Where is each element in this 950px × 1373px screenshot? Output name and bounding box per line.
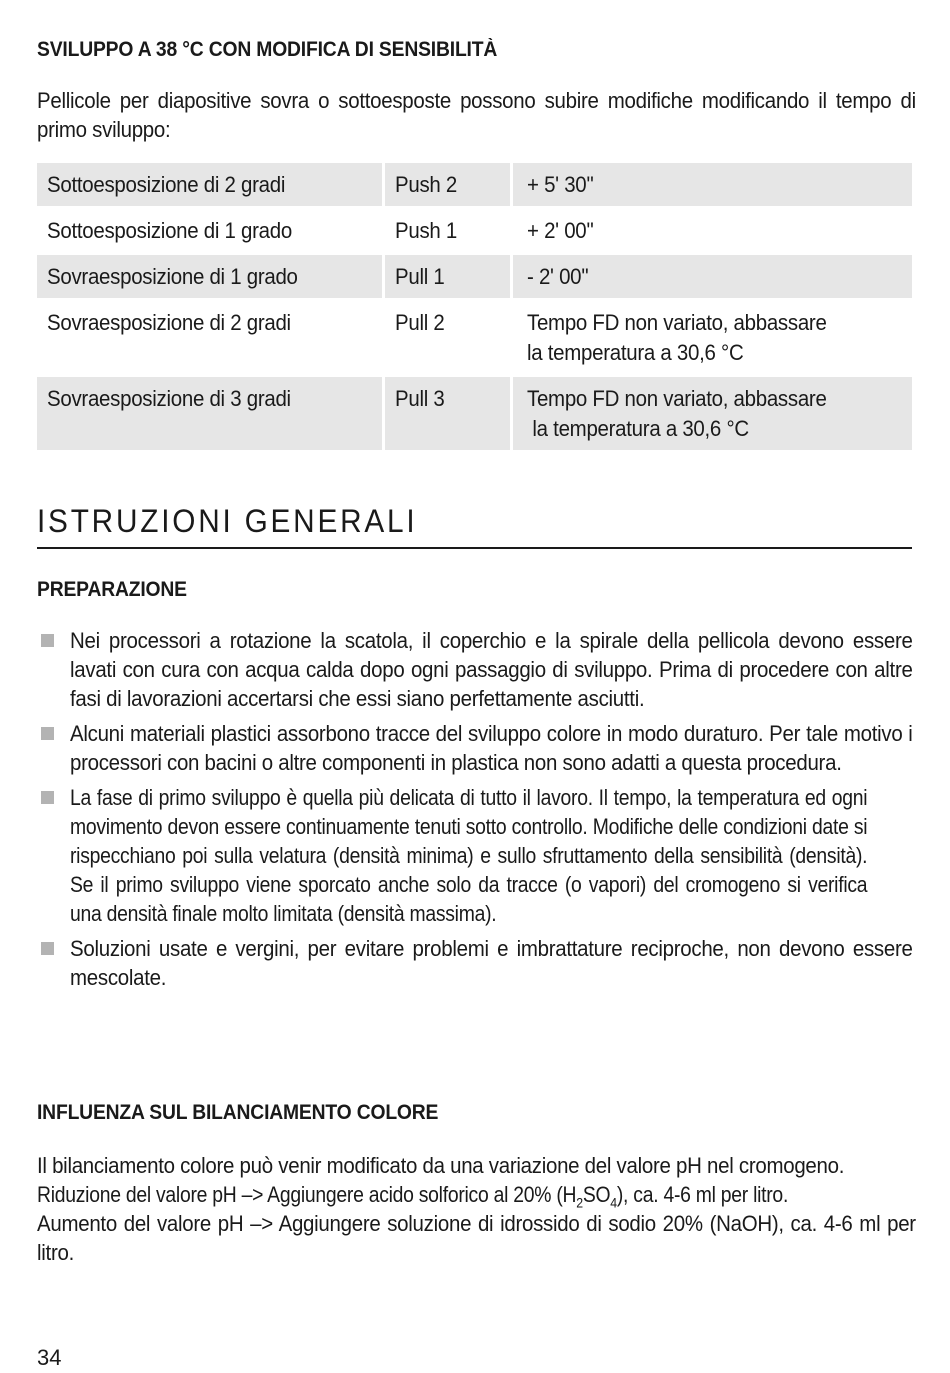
influenza-line-2-suffix: ), ca. 4-6 ml per litro.	[616, 1182, 789, 1207]
change-cell: + 2' 00''	[527, 218, 594, 243]
subheading-influenza: INFLUENZA SUL BILANCIAMENTO COLORE	[37, 1101, 439, 1124]
page-number: 34	[37, 1345, 62, 1370]
influenza-line-3: Aumento del valore pH –> Aggiungere soluzione di idrossido di sodio 20% (NaOH), ca. 4-6 ml per litro.	[37, 1211, 916, 1265]
process-cell: Push 1	[395, 218, 458, 243]
push-pull-table	[37, 163, 912, 453]
square-bullet-icon	[41, 942, 54, 955]
subscript-2: 2	[576, 1194, 583, 1211]
condition-cell: Sottoesposizione di 1 grado	[47, 218, 292, 243]
change-cell: + 5' 30''	[527, 172, 594, 197]
square-bullet-icon	[41, 727, 54, 740]
list-item-text: Soluzioni usate e vergini, per evitare problemi e imbrattature reciproche, non devono essere mescolate.	[70, 936, 913, 990]
square-bullet-icon	[41, 791, 54, 804]
table-row	[37, 376, 912, 452]
influenza-line-2-prefix: Riduzione del valore pH –> Aggiungere acido solforico al 20% (H	[37, 1182, 577, 1207]
subscript-4: 4	[610, 1194, 617, 1211]
list-item-text: La fase di primo sviluppo è quella più delicata di tutto il lavoro. Il tempo, la temperatura ed ogni movimento devon essere continuamente tenuti sotto controllo. Modifiche delle condizioni date si rispecchiano poi sulla velatura (densità minima) e sullo sfruttamento della sensibilità (densità). Se il primo sviluppo viene sporcato anche solo da tracce (o vapori) del cromogeno si verifica una densità finale molto limitata (densità massima).	[70, 785, 868, 926]
list-item	[37, 934, 912, 992]
formula-so: SO	[582, 1182, 611, 1207]
condition-cell: Sovraesposizione di 2 gradi	[47, 310, 291, 335]
table-row	[37, 163, 912, 208]
square-bullet-icon	[41, 634, 54, 647]
list-item-text: Alcuni materiali plastici assorbono tracce del sviluppo colore in modo duraturo. Per tale motivo i processori con bacini o altre componenti in plastica non sono adatti a questa procedura.	[70, 721, 913, 775]
intro-paragraph	[37, 86, 916, 144]
section-heading-istruzioni: ISTRUZIONI GENERALI	[37, 503, 418, 539]
condition-cell: Sovraesposizione di 1 grado	[47, 264, 298, 289]
table-row	[37, 208, 912, 254]
section-heading-sviluppo: SVILUPPO A 38 °C CON MODIFICA DI SENSIBILITÀ	[37, 38, 498, 61]
process-cell: Pull 3	[395, 386, 445, 411]
process-cell: Pull 1	[395, 264, 445, 289]
influenza-line-1: Il bilanciamento colore può venir modificato da una variazione del valore pH nel cromogeno.	[37, 1153, 845, 1178]
subheading-preparazione: PREPARAZIONE	[37, 578, 187, 601]
change-cell: Tempo FD non variato, abbassare	[527, 310, 827, 335]
list-item	[37, 626, 912, 713]
change-cell-line2: la temperatura a 30,6 °C	[527, 340, 744, 365]
intro-text: Pellicole per diapositive sovra o sottoesposte possono subire modifiche modificando il tempo di primo sviluppo:	[37, 88, 916, 142]
influenza-paragraph	[37, 1151, 916, 1267]
list-item-text: Nei processori a rotazione la scatola, il coperchio e la spirale della pellicola devono essere lavati con cura con acqua calda dopo ogni passaggio di sviluppo. Prima di procedere con altre fasi di lavorazioni accertarsi che essi siano perfettamente asciutti.	[70, 628, 913, 711]
table-row	[37, 300, 912, 376]
change-cell-line2: la temperatura a 30,6 °C	[527, 416, 749, 441]
condition-cell: Sottoesposizione di 2 gradi	[47, 172, 286, 197]
section-divider	[37, 547, 912, 549]
table-row	[37, 254, 912, 300]
influenza-line-2	[37, 1180, 869, 1209]
change-cell: Tempo FD non variato, abbassare	[527, 386, 827, 411]
process-cell: Push 2	[395, 172, 458, 197]
list-item	[37, 783, 912, 928]
condition-cell: Sovraesposizione di 3 gradi	[47, 386, 291, 411]
change-cell: - 2' 00''	[527, 264, 589, 289]
list-item	[37, 719, 912, 777]
preparazione-list	[37, 626, 912, 998]
process-cell: Pull 2	[395, 310, 445, 335]
